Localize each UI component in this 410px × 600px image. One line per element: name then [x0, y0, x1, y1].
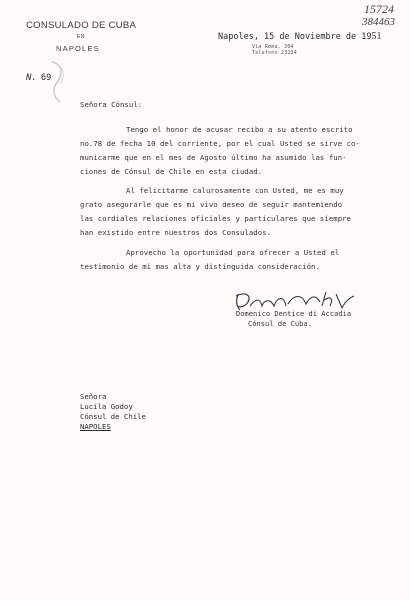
pencil-mark-icon — [46, 60, 70, 104]
consulate-name: CONSULADO DE CUBA — [26, 20, 137, 31]
consulate-en: EN — [77, 34, 85, 40]
recipient-line-2: Lucila Godoy — [80, 402, 133, 411]
date-year: 51 — [371, 31, 382, 42]
archive-mark-2: 384463 — [362, 16, 395, 28]
paragraph-3-line-1: Aprovecho la oportunidad para ofrecer a Usted el — [126, 248, 340, 257]
archive-mark-1: 15724 — [364, 2, 394, 16]
paragraph-1-line-1: Tengo el honor de acusar recibo a su atento escrito — [126, 125, 353, 134]
paragraph-1-line-3: municarme que en el mes de Agosto último ha asumido las fun- — [80, 153, 347, 162]
signatory-title: Cónsul de Cuba. — [248, 320, 312, 328]
recipient-line-3: Cónsul de Chile — [80, 412, 146, 421]
paragraph-3-line-2: testimonio de mi mas alta y distinguida consideración. — [80, 262, 320, 271]
date-line — [218, 31, 382, 42]
paragraph-2-line-1: Al felicitarme calurosamente con Usted, me es muy — [126, 186, 344, 195]
reference-label: N. — [26, 73, 37, 83]
date-text: Napoles, 15 de Noviembre de 19 — [218, 32, 372, 42]
paragraph-2-line-3: las cordiales relaciones oficiales y particulares que siempre — [80, 214, 352, 223]
paragraph-2-line-2: grato asegurarle que es mi vivo deseo de seguir mantemiendo — [80, 200, 343, 209]
paragraph-2-line-4: han existido entre nuestros dos Consulados. — [80, 228, 272, 237]
paragraph-1-line-2: no.78 de fecha 10 del corriente, por el cual Usted se sirve co- — [80, 139, 360, 148]
consulate-city: NAPOLES — [56, 44, 100, 53]
recipient-line-1: Señora — [80, 392, 107, 401]
address-line-2: Telefono 23234 — [252, 50, 297, 56]
signatory-name: Domenico Dentice di Accadia — [236, 310, 352, 318]
salutation: Señora Cónsul: — [80, 100, 143, 109]
address-line-1: Via Roma, 304 — [252, 44, 294, 50]
paragraph-1-line-4: ciones de Cónsul de Chile en esta ciudad. — [80, 167, 263, 176]
recipient-city: NAPOLES — [80, 422, 111, 431]
reference-number: 69 — [41, 73, 52, 83]
